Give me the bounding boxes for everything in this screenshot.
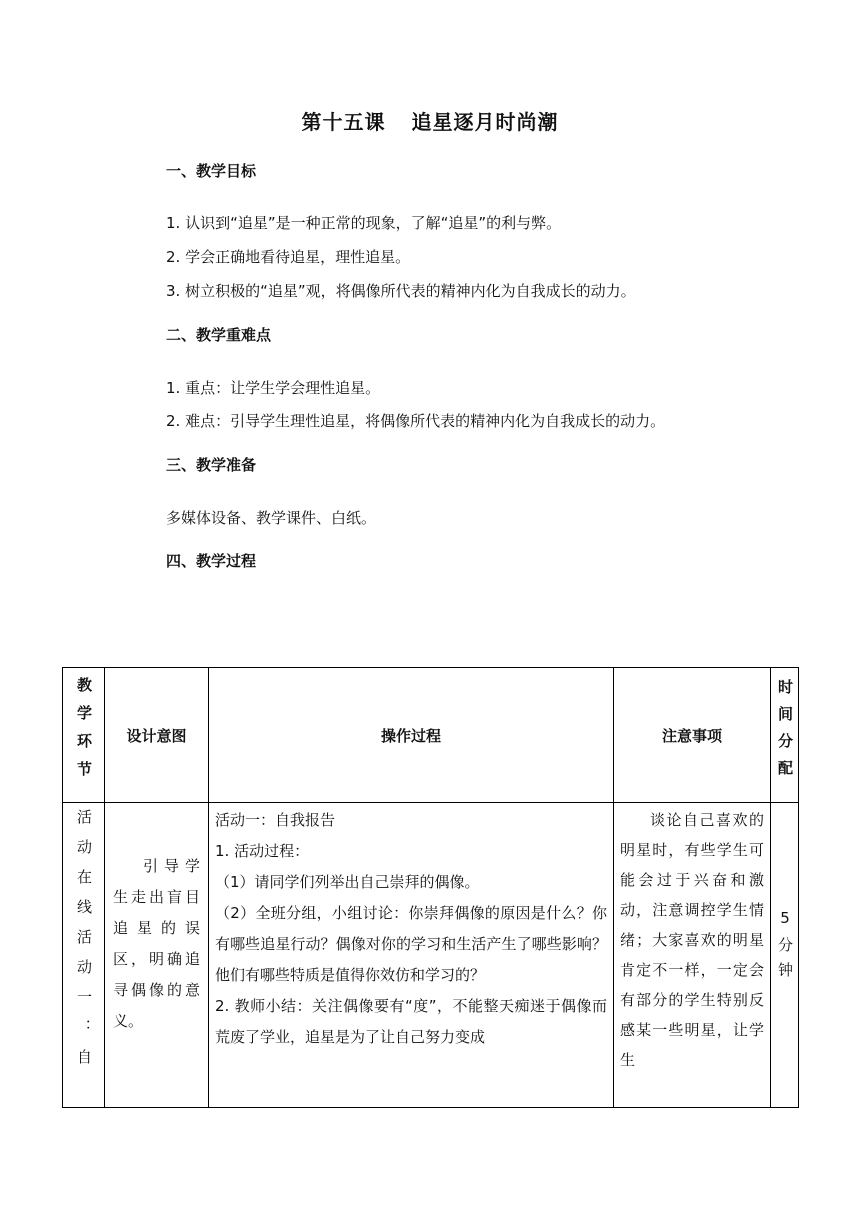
process-table (62, 667, 799, 1108)
operation-line: 活动一：自我报告 (215, 811, 336, 829)
operation-line: （2）全班分组，小组讨论：你崇拜偶像的原因是什么？你有哪些追星行动？偶像对你的学习和生活产生了哪些影响？他们有哪些特质是值得你效仿和学习的？ (215, 904, 607, 984)
table-row (63, 803, 799, 1108)
cell-intent: 引导学生走出盲目追星的误区，明确追寻偶像的意义。 (105, 803, 209, 1108)
header-notes: 注意事项 (614, 668, 771, 803)
header-intent: 设计意图 (105, 668, 209, 803)
goal-item-1: 1. 认识到“追星”是一种正常的现象，了解“追星”的利与弊。 (166, 214, 562, 232)
cell-notes: 谈论自己喜欢的明星时，有些学生可能会过于兴奋和激动，注意调控学生情绪；大家喜欢的明星肯定不一样，一定会有部分的学生特别反感某一些明星，让学生 (614, 803, 771, 1108)
header-time: 时间分配 (771, 668, 799, 803)
cell-time: 5分钟 (771, 803, 799, 1108)
header-operation: 操作过程 (209, 668, 614, 803)
goal-item-3: 3. 树立积极的“追星”观，将偶像所代表的精神内化为自我成长的动力。 (166, 282, 636, 300)
heading-process: 四、教学过程 (166, 552, 257, 570)
lesson-name: 追星逐月时尚潮 (411, 110, 559, 134)
table-header-row (63, 668, 799, 803)
heading-prep: 三、教学准备 (166, 456, 257, 474)
page-title (0, 106, 860, 135)
goal-item-2: 2. 学会正确地看待追星，理性追星。 (166, 248, 411, 266)
operation-line: 1. 活动过程： (215, 842, 310, 860)
key-point-1: 1. 重点：让学生学会理性追星。 (166, 379, 381, 397)
cell-stage: 活动在线活动一：自 (63, 803, 105, 1108)
heading-key-points: 二、教学重难点 (166, 326, 272, 344)
lesson-number: 第十五课 (301, 110, 386, 134)
header-stage: 教学环节 (63, 668, 105, 803)
key-point-2: 2. 难点：引导学生理性追星，将偶像所代表的精神内化为自我成长的动力。 (166, 412, 666, 430)
operation-line: 2. 教师小结：关注偶像要有“度”，不能整天痴迷于偶像而荒废了学业，追星是为了让自己努力变成 (215, 997, 607, 1046)
heading-goals: 一、教学目标 (166, 162, 257, 180)
cell-operation (209, 803, 614, 1108)
operation-line: （1）请同学们列举出自己崇拜的偶像。 (215, 873, 480, 891)
prep-text: 多媒体设备、教学课件、白纸。 (166, 509, 377, 527)
